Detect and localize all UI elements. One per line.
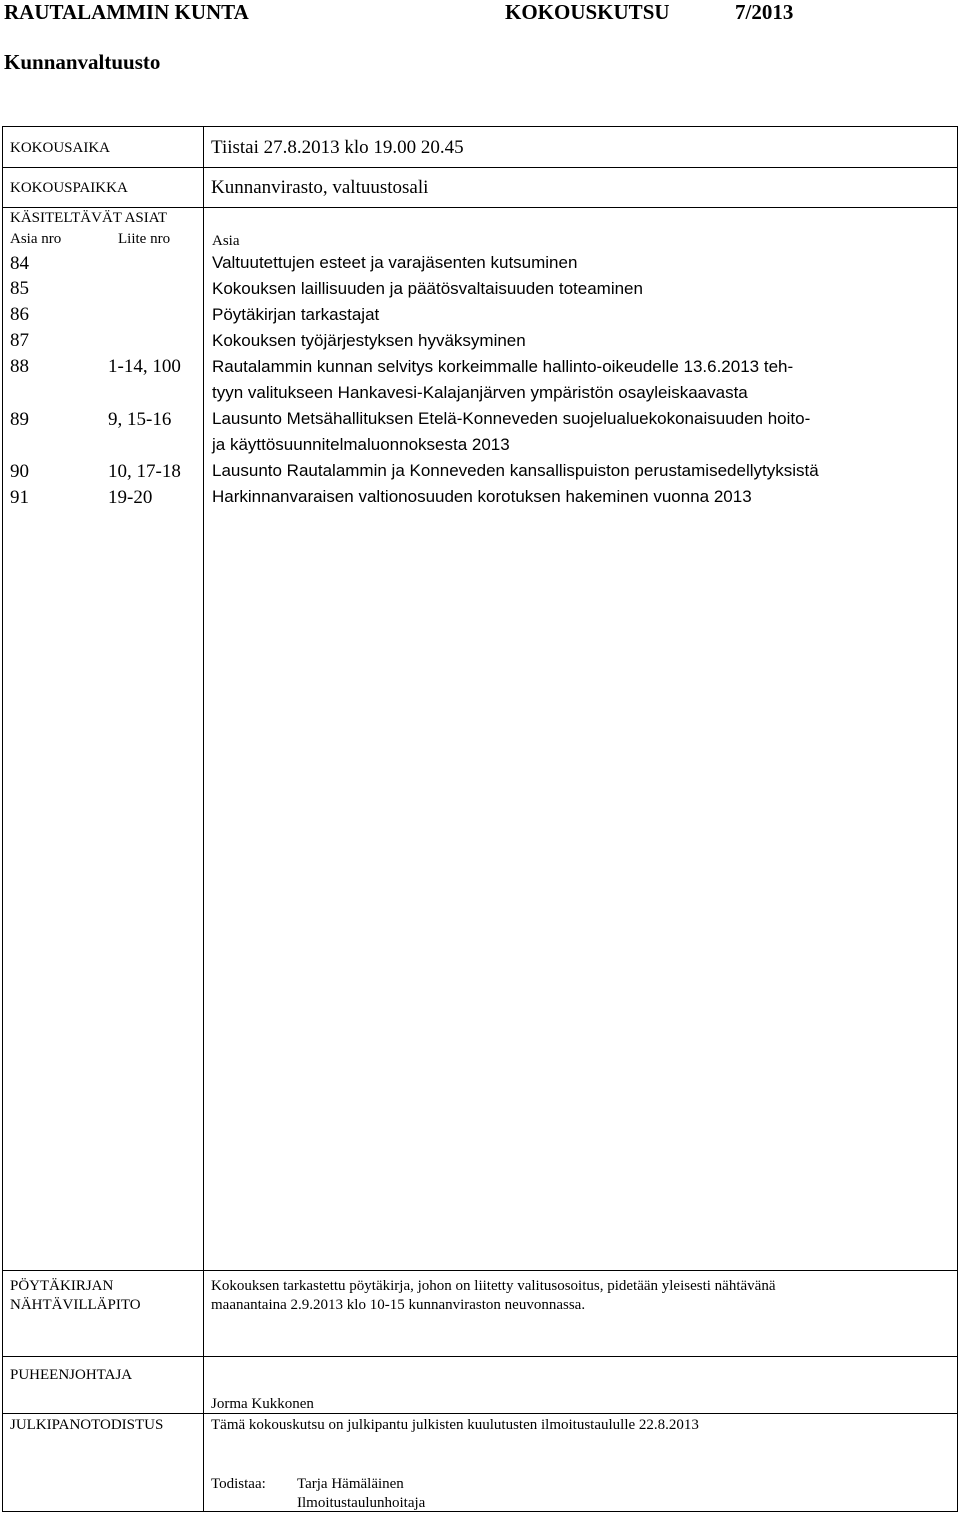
meeting-place-value: Kunnanvirasto, valtuustosali (211, 177, 429, 198)
witness-name: Tarja Hämäläinen (297, 1476, 404, 1492)
meeting-place-label: KOKOUSPAIKKA (10, 180, 128, 196)
agenda-col-subject: Asia (212, 233, 240, 249)
agenda-item-subject: Pöytäkirjan tarkastajat (212, 305, 380, 324)
agenda-col-item: Asia nro (10, 231, 62, 247)
agenda-item-attachment: 10, 17-18 (108, 461, 181, 482)
agenda-item-number: 91 (10, 487, 29, 508)
agenda-item-number: 85 (10, 278, 29, 299)
row-divider (2, 207, 958, 208)
minutes-text-line2: maanantaina 2.9.2013 klo 10-15 kunnanviraston neuvonnassa. (211, 1297, 586, 1313)
agenda-item-attachment: 9, 15-16 (108, 409, 172, 430)
agenda-item-subject: Kokouksen laillisuuden ja päätösvaltaisuuden toteaminen (212, 279, 643, 298)
agenda-item-number: 90 (10, 461, 29, 482)
agenda-item-number: 86 (10, 304, 29, 325)
agenda-item-attachment: 19-20 (108, 487, 153, 508)
chair-name: Jorma Kukkonen (211, 1396, 314, 1412)
agenda-section-label: KÄSITELTÄVÄT ASIAT (10, 210, 168, 226)
agenda-item-number: 88 (10, 356, 29, 377)
notice-label: JULKIPANOTODISTUS (10, 1417, 164, 1433)
agenda-item-subject: Lausunto Metsähallituksen Etelä-Konneveden suojelualuekokonaisuuden hoito- (212, 409, 811, 428)
agenda-item-subject: Lausunto Rautalammin ja Konneveden kansallispuiston perustamisedellytyksistä (212, 461, 819, 480)
row-divider (2, 1356, 958, 1357)
agenda-item-subject: Harkinnanvaraisen valtionosuuden korotuksen hakeminen vuonna 2013 (212, 487, 752, 506)
agenda-item-subject: Kokouksen työjärjestyksen hyväksyminen (212, 331, 526, 350)
agenda-item-number: 87 (10, 330, 29, 351)
agenda-item-number: 84 (10, 253, 29, 274)
chair-label: PUHEENJOHTAJA (10, 1367, 133, 1383)
minutes-label-line1: PÖYTÄKIRJAN (10, 1278, 114, 1294)
meeting-time-label: KOKOUSAIKA (10, 140, 110, 156)
minutes-text-line1: Kokouksen tarkastettu pöytäkirja, johon on liitetty valitusosoitus, pidetään yleisesti nähtävänä (211, 1278, 776, 1294)
row-divider (2, 1413, 958, 1414)
agenda-item-attachment: 1-14, 100 (108, 356, 181, 377)
agenda-item-subject: ja käyttösuunnitelmaluonnoksesta 2013 (212, 435, 510, 454)
minutes-label-line2: NÄHTÄVILLÄPITO (10, 1297, 141, 1313)
org-name: RAUTALAMMIN KUNTA (4, 0, 249, 24)
agenda-col-attachment: Liite nro (118, 231, 171, 247)
column-divider (203, 126, 204, 1512)
body-name: Kunnanvaltuusto (4, 50, 161, 74)
agenda-item-subject: Valtuutettujen esteet ja varajäsenten kutsuminen (212, 253, 578, 272)
agenda-item-number: 89 (10, 409, 29, 430)
witness-title: Ilmoitustaulunhoitaja (297, 1495, 426, 1511)
agenda-item-subject: Rautalammin kunnan selvitys korkeimmalle hallinto-oikeudelle 13.6.2013 teh- (212, 357, 794, 376)
agenda-item-subject: tyyn valitukseen Hankavesi-Kalajanjärven ympäristön osayleiskaavasta (212, 383, 748, 402)
notice-text: Tämä kokouskutsu on julkipantu julkisten kuulutusten ilmoitustaululle 22.8.2013 (211, 1417, 699, 1433)
document-type: KOKOUSKUTSU (505, 0, 670, 24)
row-divider (2, 1270, 958, 1271)
document-number: 7/2013 (735, 0, 794, 24)
witness-label: Todistaa: (211, 1476, 266, 1492)
meeting-time-value: Tiistai 27.8.2013 klo 19.00 20.45 (211, 137, 464, 158)
row-divider (2, 167, 958, 168)
